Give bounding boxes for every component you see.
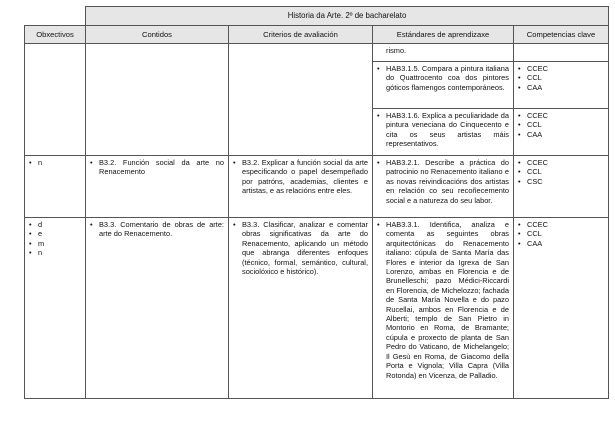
objectives-cell bbox=[25, 44, 86, 156]
objective-item: • e bbox=[29, 229, 81, 238]
standard-cell bbox=[373, 109, 514, 156]
header-standards: Estándares de aprendizaxe bbox=[373, 26, 514, 44]
competences-cell bbox=[514, 109, 609, 156]
content-cell bbox=[86, 44, 229, 156]
content-text: • B3.2. Función social da arte no Renacemento bbox=[90, 158, 224, 177]
column-header-row bbox=[25, 26, 609, 44]
competence-item: • CAA bbox=[518, 239, 604, 248]
standard-cell bbox=[373, 218, 514, 399]
table-title: Historia da Arte. 2º de bacharelato bbox=[86, 7, 609, 26]
header-contents: Contidos bbox=[86, 26, 229, 44]
content-cell bbox=[86, 156, 229, 218]
curriculum-table bbox=[24, 6, 609, 399]
content-text: • B3.3. Comentario de obras de arte: arte do Renacemento. bbox=[90, 220, 224, 239]
competence-item: • CCEC bbox=[518, 158, 604, 167]
competences-cell bbox=[514, 218, 609, 399]
competence-item: • CSC bbox=[518, 177, 604, 186]
header-objectives: Obxectivos bbox=[25, 26, 86, 44]
standard-text: • HAB3.1.6. Explica a peculiaridade da pintura veneciana do Cinquecento e cita os seus artistas máis representativos. bbox=[377, 111, 509, 149]
competence-item: • CAA bbox=[518, 130, 604, 139]
competences-cell bbox=[514, 44, 609, 62]
objective-item: • d bbox=[29, 220, 81, 229]
competence-item: • CCL bbox=[518, 167, 604, 176]
header-competences: Competencias clave bbox=[514, 26, 609, 44]
standard-text: • HAB3.2.1. Describe a práctica do patrocinio no Renacemento italiano e as novas reivindicacións dos artistas en relación co seu recoñecemento social e a natureza do seu labor. bbox=[377, 158, 509, 205]
table-row bbox=[25, 218, 609, 399]
table-row bbox=[25, 44, 609, 62]
competence-item: • CCEC bbox=[518, 64, 604, 73]
objective-item: • n bbox=[29, 158, 81, 167]
standard-continuation: rismo. bbox=[373, 44, 514, 62]
objective-item: • m bbox=[29, 239, 81, 248]
standard-cell bbox=[373, 156, 514, 218]
competence-item: • CCEC bbox=[518, 111, 604, 120]
competence-item: • CCEC bbox=[518, 220, 604, 229]
competence-item: • CAA bbox=[518, 83, 604, 92]
competences-cell bbox=[514, 62, 609, 109]
criterion-text: • B3.2. Explicar a función social da arte especificando o papel desempeñado por patróns, academias, clientes e artistas, e as relacións entre eles. bbox=[233, 158, 368, 196]
objectives-cell bbox=[25, 156, 86, 218]
table-row bbox=[25, 156, 609, 218]
criterion-cell bbox=[229, 156, 373, 218]
objective-item: • n bbox=[29, 248, 81, 257]
criterion-cell bbox=[229, 218, 373, 399]
standard-text: • HAB3.1.5. Compara a pintura italiana do Quattrocento coa dos pintores góticos flamengos contemporáneos. bbox=[377, 64, 509, 92]
header-criteria: Criterios de avaliación bbox=[229, 26, 373, 44]
criterion-cell bbox=[229, 44, 373, 156]
objectives-cell bbox=[25, 218, 86, 399]
standard-text: • HAB3.3.1. Identifica, analiza e comenta as seguintes obras arquitectónicas do Renacemento italiano: cúpula de Santa María das Flores e interior da Igrexa de San Lorenzo, ambas en Florencia e de Brunelleschi; pazo Médici-Riccardi en Florencia, de Michelozzo; fachada de Santa María Novella e do pazo Rucellai, ambos en Florencia e de Alberti; templo de San Pietro in Montorio en Roma, de Bramante; cúpula e proxecto de planta de San Pedro do Vaticano, de Michelangelo; Il Gesù en Roma, de Giacomo della Porta e Vignola; Villa Capra (Villa Rotonda) en Vicenza, de Palladio. bbox=[377, 220, 509, 380]
competence-item: • CCL bbox=[518, 120, 604, 129]
competence-item: • CCL bbox=[518, 229, 604, 238]
content-cell bbox=[86, 218, 229, 399]
table-title-row bbox=[25, 7, 609, 26]
competence-item: • CCL bbox=[518, 73, 604, 82]
standard-cell bbox=[373, 62, 514, 109]
criterion-text: • B3.3. Clasificar, analizar e comentar obras significativas da arte do Renacemento, aplicando un método que abranga diferentes enfoques (técnico, formal, semántico, cultural, sociolóxico e histórico). bbox=[233, 220, 368, 276]
competences-cell bbox=[514, 156, 609, 218]
blank-corner-cell bbox=[25, 7, 86, 26]
